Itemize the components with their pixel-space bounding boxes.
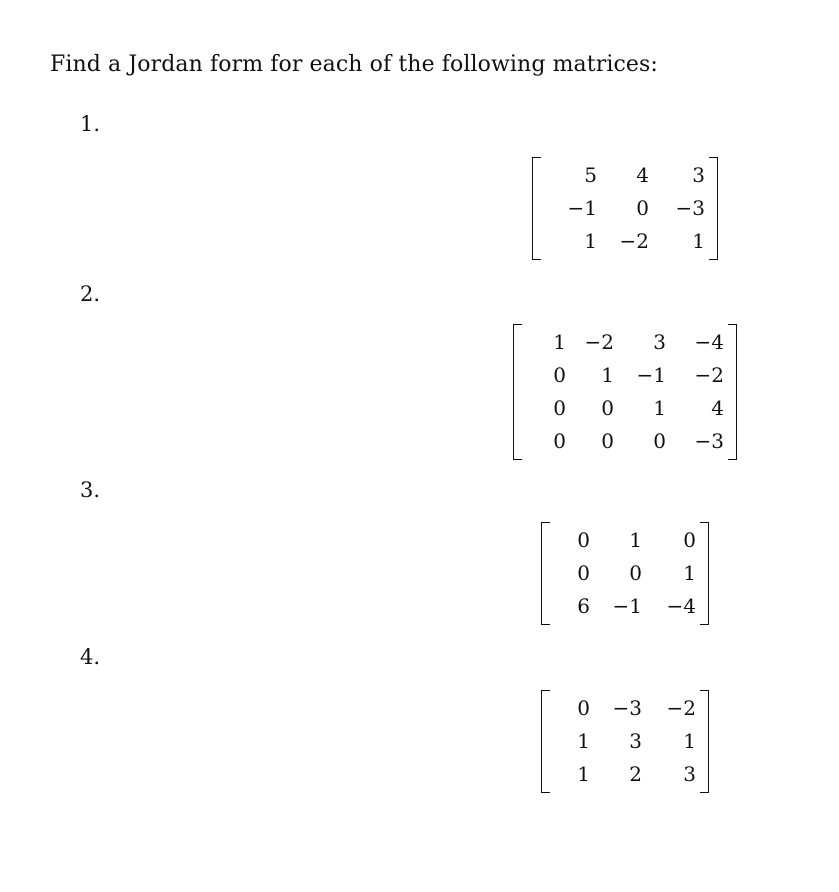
matrix-entry: 0 [601, 396, 614, 420]
matrix-right-bracket [709, 157, 718, 260]
matrix-entry: 1 [653, 396, 666, 420]
matrix-entry: −2 [666, 696, 696, 720]
matrix-entry: −2 [619, 229, 649, 253]
matrix-entry: 0 [553, 429, 566, 453]
matrix-entry: 0 [577, 528, 590, 552]
matrix-entries [550, 522, 700, 625]
matrix-entry: 0 [601, 429, 614, 453]
matrix-entries [550, 690, 700, 793]
matrix-entry: −3 [612, 696, 642, 720]
matrix-entry: −2 [694, 363, 724, 387]
matrix-entry: 1 [683, 561, 696, 585]
matrix-entry: 1 [601, 363, 614, 387]
matrix-entry: 0 [577, 561, 590, 585]
matrix-entry: 1 [553, 330, 566, 354]
matrix-entry: −4 [694, 330, 724, 354]
clipped-previous-line [0, 0, 839, 6]
matrix-entry: −3 [675, 196, 705, 220]
matrix-entry: 1 [584, 229, 597, 253]
matrix-left-bracket [532, 157, 541, 260]
matrix-entry: −1 [612, 594, 642, 618]
matrix-entries [522, 324, 728, 460]
matrix-entry: 1 [577, 762, 590, 786]
matrix-entry: 0 [683, 528, 696, 552]
matrix-entries [541, 157, 709, 260]
matrix-right-bracket [728, 324, 737, 460]
matrix-entry: 3 [683, 762, 696, 786]
matrix-entry: 0 [577, 696, 590, 720]
matrix-entry: −3 [694, 429, 724, 453]
matrix-entry: 2 [629, 762, 642, 786]
matrix-entry: 1 [577, 729, 590, 753]
problem-heading: Find a Jordan form for each of the following matrices: [50, 52, 658, 77]
matrix-1 [532, 157, 718, 260]
matrix-entry: −1 [567, 196, 597, 220]
item-number-3: 3. [80, 478, 101, 502]
item-number-2: 2. [80, 282, 101, 306]
matrix-left-bracket [541, 522, 550, 625]
matrix-entry: −2 [584, 330, 614, 354]
matrix-3 [541, 522, 709, 625]
matrix-entry: 0 [636, 196, 649, 220]
matrix-entry: −1 [636, 363, 666, 387]
matrix-entry: 1 [692, 229, 705, 253]
matrix-entry: 5 [584, 163, 597, 187]
matrix-entry: 1 [683, 729, 696, 753]
matrix-entry: 3 [629, 729, 642, 753]
matrix-entry: 0 [553, 363, 566, 387]
matrix-entry: 6 [577, 594, 590, 618]
matrix-entry: −4 [666, 594, 696, 618]
matrix-right-bracket [700, 690, 709, 793]
matrix-entry: 0 [553, 396, 566, 420]
matrix-right-bracket [700, 522, 709, 625]
matrix-entry: 0 [629, 561, 642, 585]
matrix-4 [541, 690, 709, 793]
matrix-left-bracket [513, 324, 522, 460]
matrix-entry: 4 [636, 163, 649, 187]
matrix-2 [513, 324, 737, 460]
item-number-4: 4. [80, 645, 101, 669]
matrix-entry: 4 [711, 396, 724, 420]
matrix-entry: 1 [629, 528, 642, 552]
item-number-1: 1. [80, 112, 101, 136]
matrix-entry: 3 [653, 330, 666, 354]
matrix-entry: 3 [692, 163, 705, 187]
matrix-entry: 0 [653, 429, 666, 453]
matrix-left-bracket [541, 690, 550, 793]
